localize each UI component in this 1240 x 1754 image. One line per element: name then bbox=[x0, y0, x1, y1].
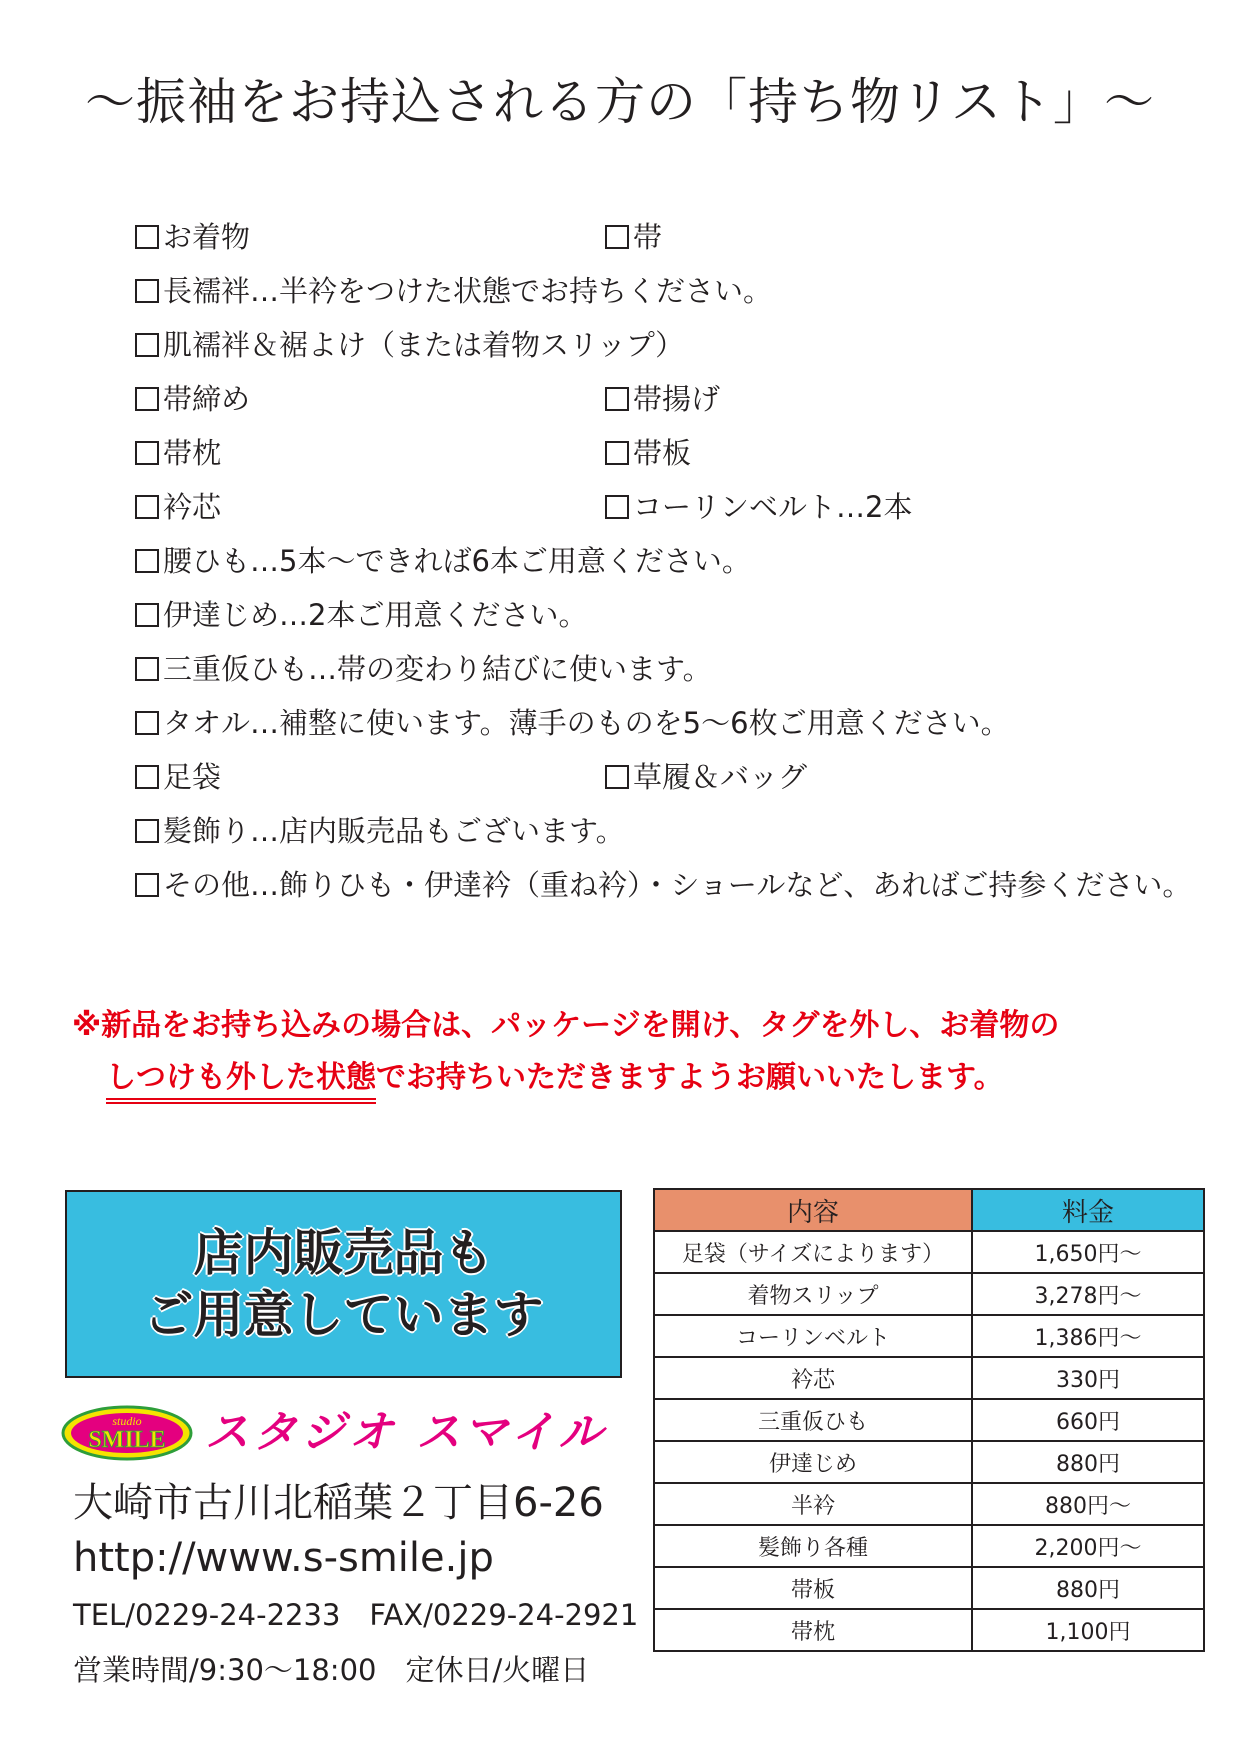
checkbox[interactable] bbox=[135, 819, 159, 843]
checklist-item bbox=[605, 750, 807, 804]
checklist-item-label: タオル…補整に使います。薄手のものを5～6枚ご用意ください。 bbox=[163, 706, 1010, 740]
checklist-item-label: 腰ひも…5本～できれば6本ご用意ください。 bbox=[163, 544, 751, 578]
header-price: 料金 bbox=[972, 1189, 1204, 1231]
checkbox[interactable] bbox=[135, 495, 159, 519]
checkbox[interactable] bbox=[605, 441, 629, 465]
checkbox[interactable] bbox=[135, 387, 159, 411]
item-price-cell: 880円 bbox=[972, 1441, 1204, 1483]
checklist-item bbox=[135, 534, 751, 588]
checklist-item-label: 草履＆バッグ bbox=[633, 760, 808, 794]
promo-box bbox=[65, 1190, 622, 1378]
checklist-item bbox=[135, 426, 221, 480]
checklist-item-label: お着物 bbox=[163, 220, 251, 254]
checklist-row bbox=[135, 588, 1215, 642]
checklist-row bbox=[135, 642, 1215, 696]
item-name-cell: 着物スリップ bbox=[654, 1273, 972, 1315]
checklist-item bbox=[135, 264, 772, 318]
table-row bbox=[654, 1609, 1204, 1651]
checklist-item-label: 帯板 bbox=[633, 436, 692, 470]
checklist-item bbox=[135, 804, 625, 858]
checkbox[interactable] bbox=[135, 549, 159, 573]
promo-line-2: ご用意しています bbox=[143, 1286, 544, 1344]
item-price-cell: 1,100円 bbox=[972, 1609, 1204, 1651]
checklist-item-label: 帯枕 bbox=[163, 436, 222, 470]
item-name-cell: 三重仮ひも bbox=[654, 1399, 972, 1441]
table-row bbox=[654, 1357, 1204, 1399]
checklist-item-label: 帯 bbox=[633, 220, 663, 254]
checklist-item bbox=[135, 480, 221, 534]
item-price-cell: 2,200円～ bbox=[972, 1525, 1204, 1567]
checklist-row bbox=[135, 804, 1215, 858]
checklist-item-label: 伊達じめ…2本ご用意ください。 bbox=[163, 598, 588, 632]
item-price-cell: 330円 bbox=[972, 1357, 1204, 1399]
checklist-row bbox=[135, 426, 1215, 480]
notice-line-2 bbox=[72, 1052, 1202, 1104]
checklist-item-label: 長襦袢…半衿をつけた状態でお持ちください。 bbox=[163, 274, 773, 308]
checkbox[interactable] bbox=[135, 279, 159, 303]
item-price-cell: 880円～ bbox=[972, 1483, 1204, 1525]
checklist-row bbox=[135, 480, 1215, 534]
checklist-item-label: 帯揚げ bbox=[633, 382, 721, 416]
checklist-item bbox=[605, 426, 691, 480]
item-price-cell: 660円 bbox=[972, 1399, 1204, 1441]
store-url[interactable]: http://www.s-smile.jp bbox=[73, 1535, 494, 1581]
item-price-cell: 1,386円～ bbox=[972, 1315, 1204, 1357]
checkbox[interactable] bbox=[605, 495, 629, 519]
checklist-item bbox=[605, 372, 720, 426]
store-hours: 営業時間/9:30～18:00 定休日/火曜日 bbox=[73, 1653, 590, 1687]
checklist-row bbox=[135, 210, 1215, 264]
checkbox[interactable] bbox=[135, 603, 159, 627]
checklist-item bbox=[135, 858, 1191, 912]
store-name: スタジオ スマイル bbox=[205, 1407, 607, 1458]
item-name-cell: 髪飾り各種 bbox=[654, 1525, 972, 1567]
checklist-row bbox=[135, 750, 1215, 804]
promo-line-1: 店内販売品も bbox=[193, 1224, 494, 1282]
item-price-cell: 3,278円～ bbox=[972, 1273, 1204, 1315]
item-name-cell: 伊達じめ bbox=[654, 1441, 972, 1483]
checklist-item bbox=[135, 750, 221, 804]
item-name-cell: 衿芯 bbox=[654, 1357, 972, 1399]
notice-underlined-text: しつけも外した状態 bbox=[106, 1058, 376, 1104]
checkbox[interactable] bbox=[135, 441, 159, 465]
checklist-item bbox=[135, 696, 1010, 750]
page-title: ～振袖をお持込される方の「持ち物リスト」～ bbox=[85, 73, 1155, 131]
checklist-item-label: コーリンベルト…2本 bbox=[633, 490, 913, 524]
checklist-item-label: 肌襦袢＆裾よけ（または着物スリップ） bbox=[163, 328, 685, 362]
checklist-item bbox=[135, 318, 684, 372]
checklist-item-label: 髪飾り…店内販売品もございます。 bbox=[163, 814, 625, 848]
checklist-item-label: その他…飾りひも・伊達衿（重ね衿）・ショールなど、あればご持参ください。 bbox=[163, 868, 1192, 902]
checkbox[interactable] bbox=[605, 387, 629, 411]
checklist-row bbox=[135, 696, 1215, 750]
checklist-item-label: 足袋 bbox=[163, 760, 222, 794]
checklist-item bbox=[135, 372, 250, 426]
table-row bbox=[654, 1231, 1204, 1273]
checklist-row bbox=[135, 372, 1215, 426]
table-row bbox=[654, 1273, 1204, 1315]
checkbox[interactable] bbox=[135, 657, 159, 681]
price-table bbox=[653, 1188, 1205, 1652]
store-address: 大崎市古川北稲葉２丁目6-26 bbox=[73, 1480, 604, 1526]
table-row bbox=[654, 1483, 1204, 1525]
table-row bbox=[654, 1315, 1204, 1357]
table-row bbox=[654, 1567, 1204, 1609]
checkbox[interactable] bbox=[605, 765, 629, 789]
item-price-cell: 880円 bbox=[972, 1567, 1204, 1609]
checkbox[interactable] bbox=[135, 225, 159, 249]
item-name-cell: 足袋（サイズによります） bbox=[654, 1231, 972, 1273]
checklist-item-label: 三重仮ひも…帯の変わり結びに使います。 bbox=[163, 652, 712, 686]
checklist bbox=[135, 210, 1215, 912]
logo-small-text: studio bbox=[112, 1414, 142, 1428]
checkbox[interactable] bbox=[135, 765, 159, 789]
item-name-cell: 半衿 bbox=[654, 1483, 972, 1525]
checklist-item bbox=[135, 642, 712, 696]
checklist-item bbox=[135, 210, 250, 264]
item-name-cell: 帯板 bbox=[654, 1567, 972, 1609]
store-tel-fax: TEL/0229-24-2233 FAX/0229-24-2921 bbox=[73, 1598, 639, 1632]
logo-main-text: SMILE bbox=[88, 1427, 166, 1453]
notice bbox=[72, 1000, 1202, 1104]
checklist-item bbox=[605, 210, 662, 264]
checklist-item-label: 帯締め bbox=[163, 382, 251, 416]
checklist-item-label: 衿芯 bbox=[163, 490, 222, 524]
price-table-header bbox=[654, 1189, 1204, 1231]
checklist-row bbox=[135, 534, 1215, 588]
item-name-cell: コーリンベルト bbox=[654, 1315, 972, 1357]
checkbox[interactable] bbox=[135, 711, 159, 735]
notice-line-2-rest: でお持ちいただきますようお願いいたします。 bbox=[376, 1060, 1004, 1095]
checkbox[interactable] bbox=[135, 333, 159, 357]
checklist-row bbox=[135, 318, 1215, 372]
table-row bbox=[654, 1525, 1204, 1567]
studio-smile-logo bbox=[60, 1405, 195, 1461]
checklist-item bbox=[135, 588, 587, 642]
header-content: 内容 bbox=[654, 1189, 972, 1231]
checkbox[interactable] bbox=[605, 225, 629, 249]
table-row bbox=[654, 1441, 1204, 1483]
checklist-row bbox=[135, 264, 1215, 318]
item-name-cell: 帯枕 bbox=[654, 1609, 972, 1651]
checklist-row bbox=[135, 858, 1215, 912]
table-row bbox=[654, 1399, 1204, 1441]
checkbox[interactable] bbox=[135, 873, 159, 897]
checklist-item bbox=[605, 480, 912, 534]
item-price-cell: 1,650円～ bbox=[972, 1231, 1204, 1273]
notice-line-1: ※新品をお持ち込みの場合は、パッケージを開け、タグを外し、お着物の bbox=[72, 1008, 1060, 1043]
